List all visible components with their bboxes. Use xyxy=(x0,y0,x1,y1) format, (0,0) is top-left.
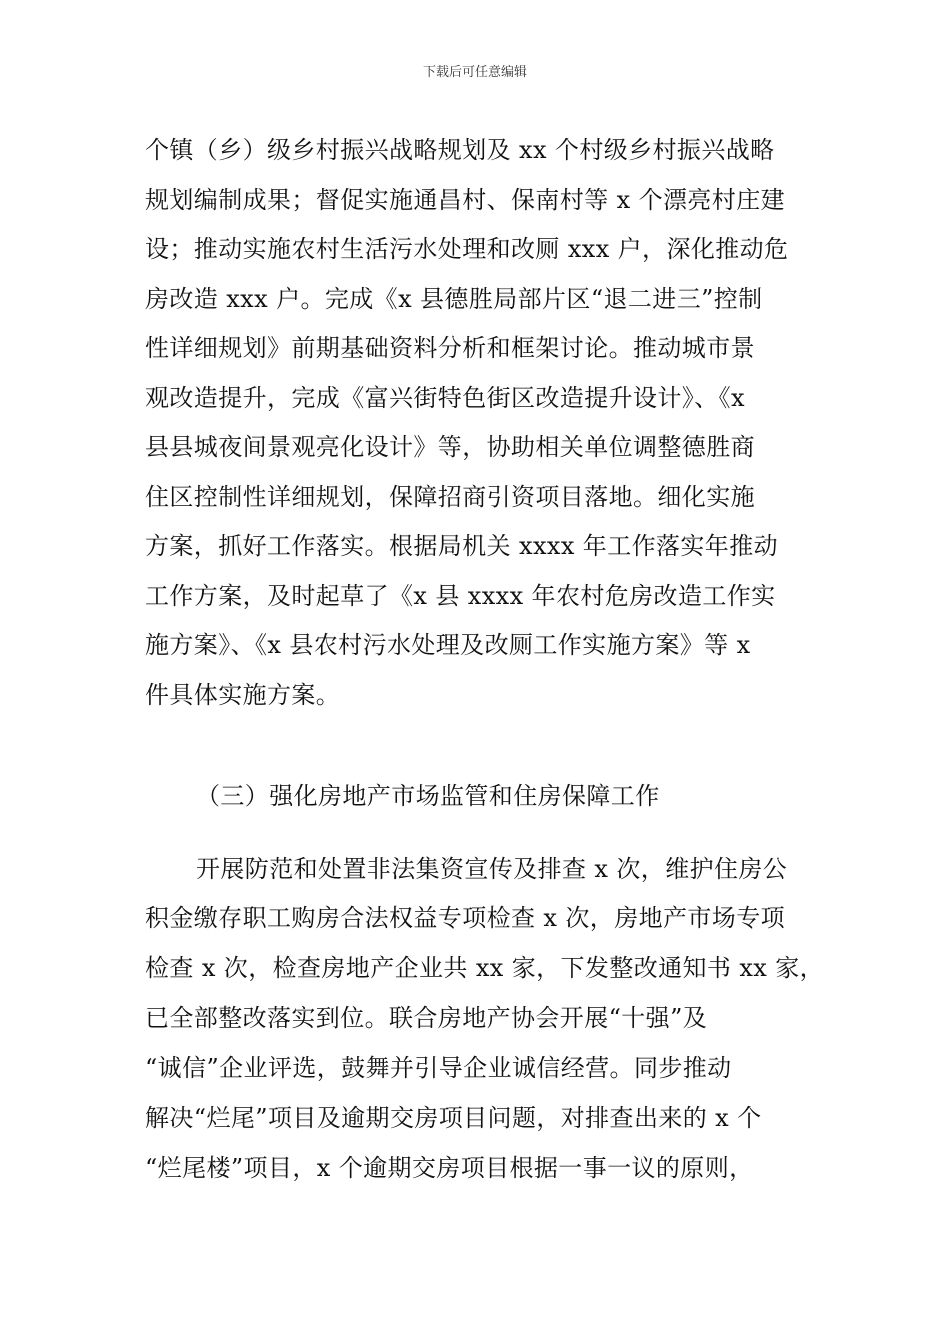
text-line: 检查 x 次，检查房地产企业共 xx 家，下发整改通知书 xx 家， xyxy=(145,954,825,982)
text-line: 设；推动实施农村生活污水处理和改厕 xxx 户，深化推动危 xyxy=(145,235,789,263)
section-heading-text: （三）强化房地产市场监管和住房保障工作 xyxy=(196,782,660,810)
text-line: 方案，抓好工作落实。根据局机关 xxxx 年工作落实年推动 xyxy=(145,532,778,560)
text-line: “烂尾楼”项目，x 个逾期交房项目根据一事一议的原则， xyxy=(145,1154,754,1182)
text-line: 房改造 xxx 户。完成《x 县德胜局部片区“退二进三”控制 xyxy=(145,285,763,313)
text-line: 规划编制成果；督促实施通昌村、保南村等 x 个漂亮村庄建 xyxy=(145,186,785,214)
text-line: 性详细规划》前期基础资料分析和框架讨论。推动城市景 xyxy=(145,334,755,362)
text-line: 开展防范和处置非法集资宣传及排查 x 次，维护住房公 xyxy=(196,855,788,883)
text-line: 县县城夜间景观亮化设计》等，协助相关单位调整德胜商 xyxy=(145,433,755,461)
text-line: 施方案》、《x 县农村污水处理及改厕工作实施方案》等 x xyxy=(145,631,751,659)
text-line: 观改造提升，完成《富兴街特色街区改造提升设计》、《x xyxy=(145,384,745,412)
text-line: 解决“烂尾”项目及逾期交房项目问题，对排查出来的 x 个 xyxy=(145,1104,762,1132)
text-line: 已全部整改落实到位。联合房地产协会开展“十强”及 xyxy=(145,1004,708,1032)
text-line: 住区控制性详细规划，保障招商引资项目落地。细化实施 xyxy=(145,483,755,511)
text-line: 积金缴存职工购房合法权益专项检查 x 次，房地产市场专项 xyxy=(145,904,785,932)
text-line: 件具体实施方案。 xyxy=(145,681,341,709)
page-header: 下载后可任意编辑 xyxy=(422,65,527,80)
text-line: 个镇（乡）级乡村振兴战略规划及 xx 个村级乡村振兴战略 xyxy=(145,136,775,164)
text-line: 工作方案，及时起草了《x 县 xxxx 年农村危房改造工作实 xyxy=(145,582,776,610)
text-line: “诚信”企业评选，鼓舞并引导企业诚信经营。同步推动 xyxy=(145,1054,732,1082)
